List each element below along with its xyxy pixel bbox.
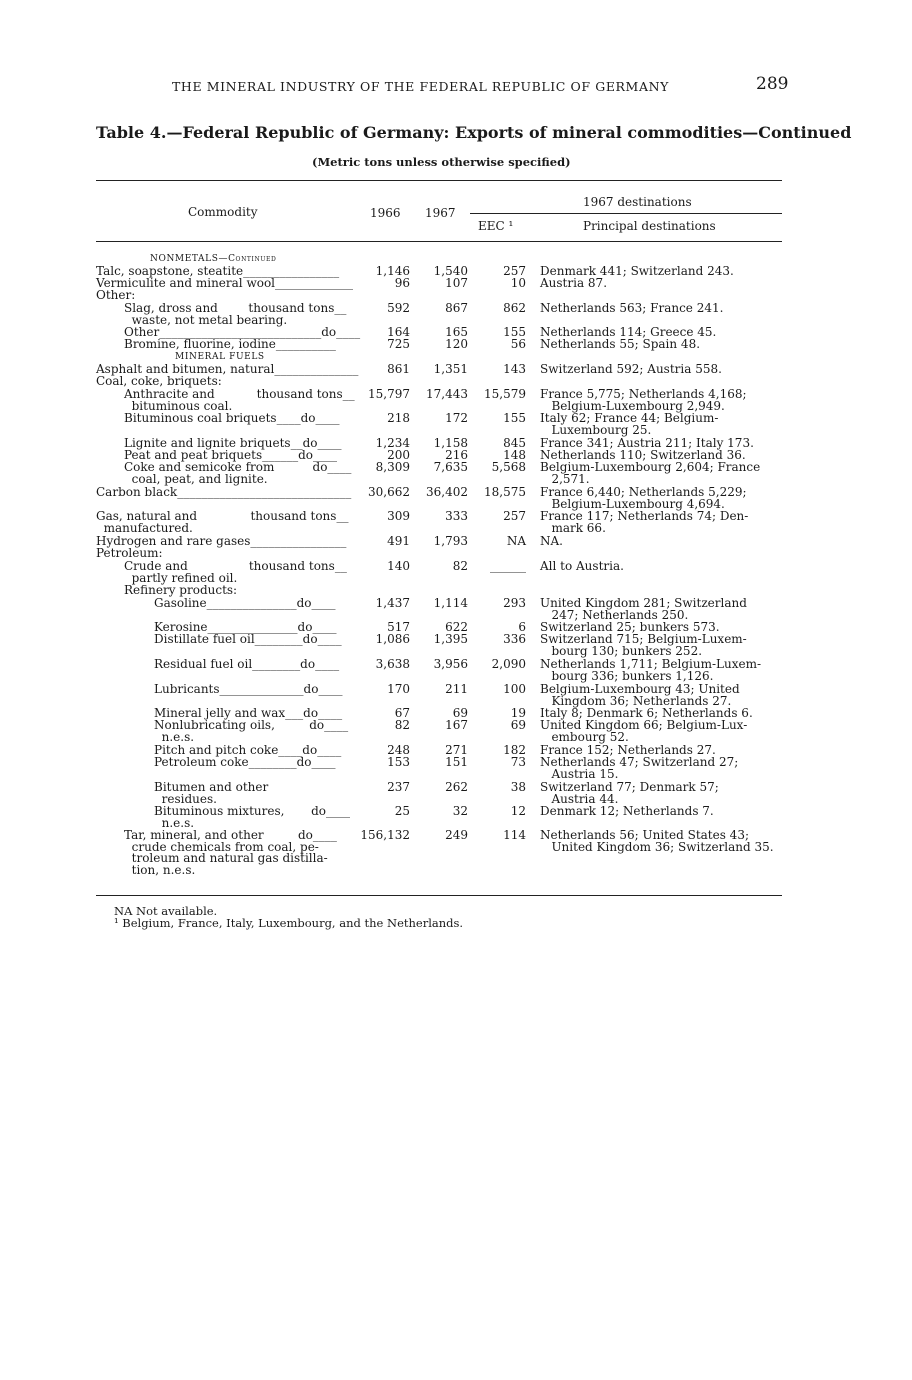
value-1966-cell: 1,146 — [375, 264, 410, 278]
commodity-cell: Vermiculite and mineral wool_____________ — [96, 276, 354, 290]
value-1967-cell: 120 — [445, 337, 468, 351]
value-1966-cell: 248 — [387, 743, 410, 757]
value-1967-cell: 69 — [452, 706, 468, 720]
header-bottom-rule — [96, 241, 782, 242]
commodity-cell: Crude and thousand tons__ partly refined oil. — [124, 559, 347, 585]
eec-cell: 143 — [503, 362, 526, 376]
commodity-cell: Bitumen and other residues. — [154, 780, 269, 806]
principal-destinations-cell: France 5,775; Netherlands 4,168; Belgium-Luxembourg 2,949. — [540, 387, 747, 413]
table-bottom-rule — [96, 895, 782, 896]
value-1967-cell: 3,956 — [433, 657, 468, 671]
commodity-cell: Asphalt and bitumen, natural______________ — [96, 362, 359, 376]
value-1966-cell: 140 — [387, 559, 410, 573]
value-1966-cell: 200 — [387, 448, 410, 462]
principal-destinations-cell: Netherlands 563; France 241. — [540, 301, 724, 315]
eec-cell: 114 — [503, 828, 526, 842]
commodity-cell: Mineral jelly and wax___do____ — [154, 706, 343, 720]
principal-destinations-cell: Netherlands 47; Switzerland 27; Austria 15. — [540, 755, 739, 781]
section-heading-nonmetals: NONMETALS—Continued — [150, 254, 277, 264]
principal-destinations-cell: Netherlands 55; Spain 48. — [540, 337, 701, 351]
value-1967-cell: 17,443 — [426, 387, 468, 401]
eec-cell: 38 — [510, 780, 526, 794]
commodity-cell: Kerosine_______________do____ — [154, 620, 337, 634]
value-1966-cell: 67 — [394, 706, 410, 720]
principal-destinations-cell: Italy 8; Denmark 6; Netherlands 6. — [540, 706, 753, 720]
eec-cell: 18,575 — [484, 485, 526, 499]
value-1966-cell: 309 — [387, 509, 410, 523]
value-1966-cell: 153 — [387, 755, 410, 769]
value-1967-cell: 262 — [445, 780, 468, 794]
section-heading-mineral-fuels: MINERAL FUELS — [175, 352, 265, 362]
value-1966-cell: 237 — [387, 780, 410, 794]
value-1966-cell: 725 — [387, 337, 410, 351]
value-1967-cell: 211 — [445, 682, 468, 696]
eec-cell: 5,568 — [491, 460, 526, 474]
commodity-cell: Distillate fuel oil________do____ — [154, 632, 342, 646]
value-1967-cell: 1,395 — [433, 632, 468, 646]
principal-destinations-cell: United Kingdom 281; Switzerland 247; Netherlands 250. — [540, 596, 747, 622]
value-1966-cell: 15,797 — [368, 387, 410, 401]
commodity-cell: Coal, coke, briquets: — [96, 374, 222, 388]
commodity-cell: Carbon black_____________________________ — [96, 485, 352, 499]
eec-cell: ______ — [490, 559, 526, 573]
eec-cell: 6 — [518, 620, 526, 634]
value-1966-cell: 25 — [394, 804, 410, 818]
principal-destinations-cell: France 152; Netherlands 27. — [540, 743, 716, 757]
value-1966-cell: 218 — [387, 411, 410, 425]
commodity-cell: Other___________________________do____ — [124, 325, 361, 339]
commodity-cell: Lubricants______________do____ — [154, 682, 343, 696]
eec-cell: 56 — [510, 337, 526, 351]
principal-destinations-cell: Switzerland 715; Belgium-Luxem- bourg 130; bunkers 252. — [540, 632, 747, 658]
eec-cell: 293 — [503, 596, 526, 610]
principal-destinations-cell: Denmark 12; Netherlands 7. — [540, 804, 714, 818]
commodity-cell: Bituminous mixtures, do____ n.e.s. — [154, 804, 351, 830]
eec-cell: 155 — [503, 325, 526, 339]
principal-destinations-cell: Switzerland 25; bunkers 573. — [540, 620, 720, 634]
value-1967-cell: 867 — [445, 301, 468, 315]
eec-cell: 148 — [503, 448, 526, 462]
principal-destinations-cell: France 341; Austria 211; Italy 173. — [540, 436, 754, 450]
commodity-cell: Gasoline_______________do____ — [154, 596, 336, 610]
commodity-cell: Other: — [96, 288, 136, 302]
principal-destinations-cell: Netherlands 110; Switzerland 36. — [540, 448, 746, 462]
commodity-cell: Petroleum: — [96, 546, 163, 560]
value-1967-cell: 107 — [445, 276, 468, 290]
table-title: Table 4.—Federal Republic of Germany: Exports of mineral commodities—Continued — [96, 123, 852, 142]
column-header-1967: 1967 — [425, 206, 456, 220]
value-1967-cell: 165 — [445, 325, 468, 339]
column-header-principal-destinations: Principal destinations — [583, 219, 716, 233]
value-1967-cell: 172 — [445, 411, 468, 425]
commodity-cell: Lignite and lignite briquets__do____ — [124, 436, 342, 450]
value-1966-cell: 164 — [387, 325, 410, 339]
value-1967-cell: 216 — [445, 448, 468, 462]
value-1966-cell: 3,638 — [375, 657, 410, 671]
value-1967-cell: 167 — [445, 718, 468, 732]
principal-destinations-cell: United Kingdom 66; Belgium-Lux- embourg 52. — [540, 718, 748, 744]
principal-destinations-cell: Italy 62; France 44; Belgium- Luxembourg 25. — [540, 411, 719, 437]
eec-cell: 100 — [503, 682, 526, 696]
value-1967-cell: 249 — [445, 828, 468, 842]
column-header-destinations-group: 1967 destinations — [583, 195, 692, 209]
value-1966-cell: 8,309 — [375, 460, 410, 474]
table-subtitle: (Metric tons unless otherwise specified) — [312, 155, 571, 169]
principal-destinations-cell: Netherlands 56; United States 43; United Kingdom 36; Switzerland 35. — [540, 828, 774, 854]
commodity-cell: Peat and peat briquets______do____ — [124, 448, 338, 462]
value-1967-cell: 7,635 — [433, 460, 468, 474]
commodity-cell: Coke and semicoke from do____ coal, peat, and lignite. — [124, 460, 352, 486]
eec-cell: 336 — [503, 632, 526, 646]
table-top-rule — [96, 180, 782, 181]
principal-destinations-cell: France 6,440; Netherlands 5,229; Belgium-Luxembourg 4,694. — [540, 485, 747, 511]
eec-cell: 862 — [503, 301, 526, 315]
value-1966-cell: 96 — [394, 276, 410, 290]
column-header-1966: 1966 — [370, 206, 401, 220]
principal-destinations-cell: NA. — [540, 534, 563, 548]
eec-cell: 12 — [510, 804, 526, 818]
destinations-header-rule — [470, 213, 782, 214]
commodity-cell: Gas, natural and thousand tons__ manufactured. — [96, 509, 349, 535]
principal-destinations-cell: All to Austria. — [540, 559, 624, 573]
value-1966-cell: 491 — [387, 534, 410, 548]
commodity-cell: Tar, mineral, and other do____ crude chemicals from coal, pe- troleum and natural gas distilla- tion, n.e.s. — [124, 828, 337, 877]
commodity-cell: Anthracite and thousand tons__ bituminous coal. — [124, 387, 355, 413]
value-1967-cell: 36,402 — [426, 485, 468, 499]
value-1967-cell: 82 — [452, 559, 468, 573]
value-1966-cell: 30,662 — [368, 485, 410, 499]
eec-cell: 2,090 — [491, 657, 526, 671]
principal-destinations-cell: Switzerland 592; Austria 558. — [540, 362, 722, 376]
value-1967-cell: 1,158 — [433, 436, 468, 450]
value-1966-cell: 1,086 — [375, 632, 410, 646]
principal-destinations-cell: Belgium-Luxembourg 2,604; France 2,571. — [540, 460, 761, 486]
value-1966-cell: 170 — [387, 682, 410, 696]
running-header: THE MINERAL INDUSTRY OF THE FEDERAL REPUBLIC OF GERMANY — [172, 79, 669, 94]
value-1966-cell: 517 — [387, 620, 410, 634]
column-header-eec: EEC ¹ — [478, 219, 514, 233]
principal-destinations-cell: Belgium-Luxembourg 43; United Kingdom 36; Netherlands 27. — [540, 682, 740, 708]
principal-destinations-cell: Switzerland 77; Denmark 57; Austria 44. — [540, 780, 719, 806]
commodity-cell: Bituminous coal briquets____do____ — [124, 411, 340, 425]
value-1967-cell: 622 — [445, 620, 468, 634]
eec-cell: 15,579 — [484, 387, 526, 401]
eec-cell: 155 — [503, 411, 526, 425]
eec-cell: NA — [506, 534, 526, 548]
value-1967-cell: 1,540 — [433, 264, 468, 278]
commodity-cell: Petroleum coke________do____ — [154, 755, 336, 769]
principal-destinations-cell: France 117; Netherlands 74; Den- mark 66. — [540, 509, 749, 535]
value-1967-cell: 271 — [445, 743, 468, 757]
value-1967-cell: 1,793 — [433, 534, 468, 548]
eec-cell: 19 — [510, 706, 526, 720]
value-1966-cell: 861 — [387, 362, 410, 376]
commodity-cell: Nonlubricating oils, do____ n.e.s. — [154, 718, 349, 744]
value-1966-cell: 156,132 — [360, 828, 410, 842]
value-1966-cell: 592 — [387, 301, 410, 315]
principal-destinations-cell: Austria 87. — [540, 276, 608, 290]
value-1967-cell: 1,114 — [433, 596, 468, 610]
eec-cell: 257 — [503, 509, 526, 523]
eec-cell: 73 — [510, 755, 526, 769]
page-number: 289 — [756, 74, 789, 94]
commodity-cell: Talc, soapstone, steatite________________ — [96, 264, 340, 278]
commodity-cell: Slag, dross and thousand tons__ waste, not metal bearing. — [124, 301, 347, 327]
commodity-cell: Refinery products: — [124, 583, 238, 597]
value-1967-cell: 333 — [445, 509, 468, 523]
value-1966-cell: 1,234 — [375, 436, 410, 450]
commodity-cell: Hydrogen and rare gases________________ — [96, 534, 347, 548]
value-1967-cell: 32 — [452, 804, 468, 818]
footnote-na: NA Not available. — [114, 904, 218, 918]
commodity-cell: Pitch and pitch coke____do____ — [154, 743, 342, 757]
column-header-commodity: Commodity — [188, 205, 258, 219]
eec-cell: 10 — [510, 276, 526, 290]
value-1966-cell: 1,437 — [375, 596, 410, 610]
commodity-cell: Bromine, fluorine, iodine__________ — [124, 337, 336, 351]
footnotes — [114, 905, 463, 929]
principal-destinations-cell: Netherlands 114; Greece 45. — [540, 325, 717, 339]
eec-cell: 69 — [510, 718, 526, 732]
principal-destinations-cell: Denmark 441; Switzerland 243. — [540, 264, 734, 278]
value-1967-cell: 1,351 — [433, 362, 468, 376]
eec-cell: 257 — [503, 264, 526, 278]
value-1966-cell: 82 — [394, 718, 410, 732]
eec-cell: 845 — [503, 436, 526, 450]
commodity-cell: Residual fuel oil________do____ — [154, 657, 340, 671]
principal-destinations-cell: Netherlands 1,711; Belgium-Luxem- bourg 336; bunkers 1,126. — [540, 657, 762, 683]
footnote-eec: ¹ Belgium, France, Italy, Luxembourg, and the Netherlands. — [114, 916, 464, 930]
eec-cell: 182 — [503, 743, 526, 757]
value-1967-cell: 151 — [445, 755, 468, 769]
